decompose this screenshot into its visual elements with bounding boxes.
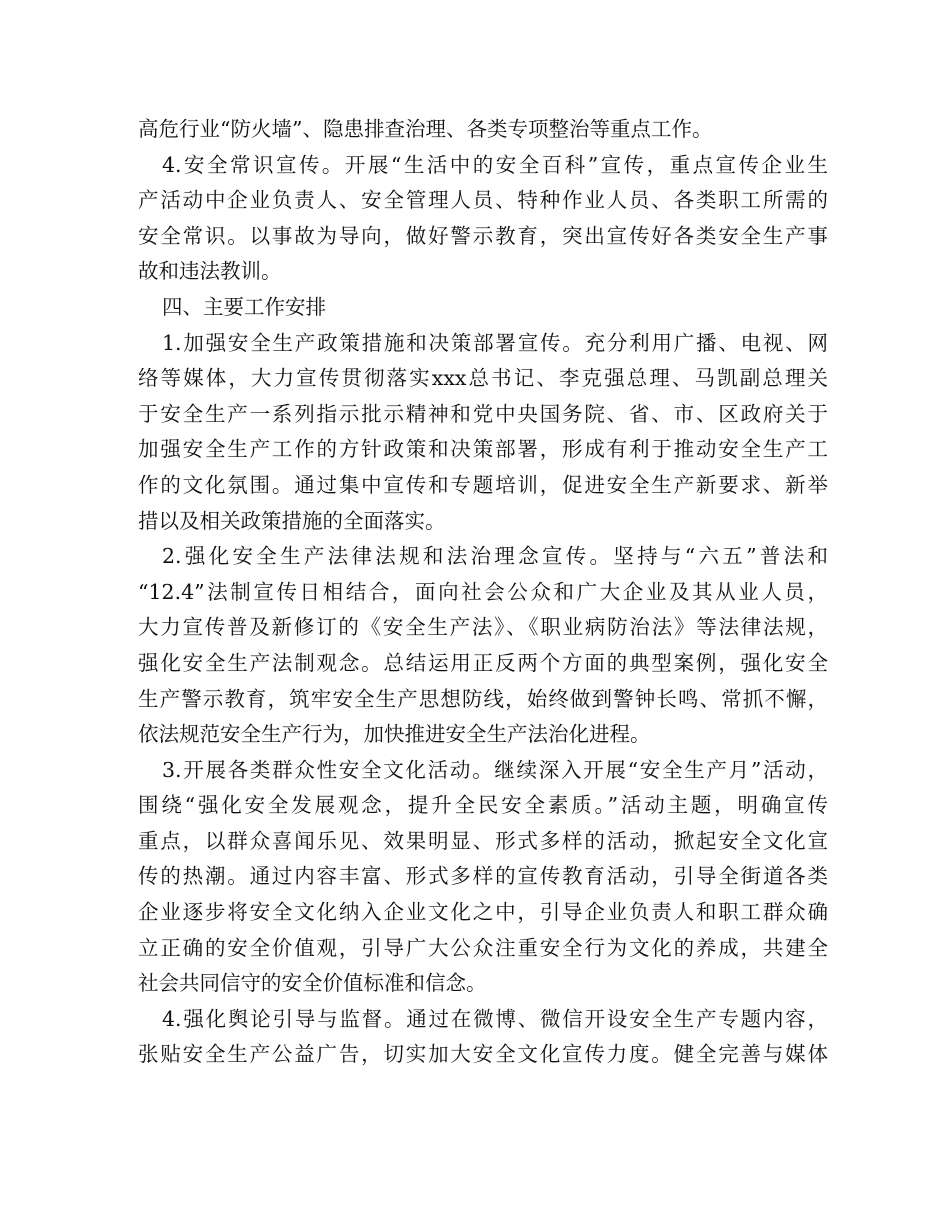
text-line: 4.强化舆论引导与监督。通过在微博、微信开设安全生产专题内容， (162, 1006, 828, 1031)
text-line: 络等媒体，大力宣传贯彻落实xxx总书记、李克强总理、马凯副总理关 (138, 366, 828, 391)
text-line: 故和违法教训。 (138, 259, 282, 284)
text-line: 加强安全生产工作的方针政策和决策部署，形成有利于推动安全生产工 (138, 437, 828, 462)
document-body (138, 112, 828, 1073)
text-line: 产活动中企业负责人、安全管理人员、特种作业人员、各类职工所需的 (138, 188, 828, 213)
text-line: 四、主要工作安排 (162, 294, 326, 319)
text-line: 企业逐步将安全文化纳入企业文化之中，引导企业负责人和职工群众确 (138, 900, 828, 925)
text-line: 大力宣传普及新修订的《安全生产法》、《职业病防治法》等法律法规， (138, 615, 828, 640)
text-line: 强化安全生产法制观念。总结运用正反两个方面的典型案例，强化安全 (138, 650, 828, 675)
text-line: 1.加强安全生产政策措施和决策部署宣传。充分利用广播、电视、网 (162, 330, 828, 355)
text-line: 围绕“强化安全发展观念，提升全民安全素质。”活动主题，明确宣传 (138, 793, 828, 818)
text-line: 依法规范安全生产行为，加快推进安全生产法治化进程。 (138, 722, 651, 747)
text-line: 安全常识。以事故为导向，做好警示教育，突出宣传好各类安全生产事 (138, 223, 828, 248)
text-line: 生产警示教育，筑牢安全生产思想防线，始终做到警钟长鸣、常抓不懈， (138, 686, 828, 711)
text-line: 传的热潮。通过内容丰富、形式多样的宣传教育活动，引导全街道各类 (138, 864, 828, 889)
text-line: 立正确的安全价值观，引导广大公众注重安全行为文化的养成，共建全 (138, 935, 828, 960)
text-line: 4.安全常识宣传。开展“生活中的安全百科”宣传，重点宣传企业生 (162, 152, 828, 177)
text-line: 于安全生产一系列指示批示精神和党中央国务院、省、市、区政府关于 (138, 401, 828, 426)
text-line: 高危行业“防火墙”、隐患排查治理、各类专项整治等重点工作。 (138, 117, 713, 141)
text-line: 措以及相关政策措施的全面落实。 (138, 508, 446, 533)
text-line: 作的文化氛围。通过集中宣传和专题培训，促进安全生产新要求、新举 (138, 472, 828, 497)
text-line: 张贴安全生产公益广告，切实加大安全文化宣传力度。健全完善与媒体 (138, 1042, 828, 1067)
text-line: 社会共同信守的安全价值标准和信念。 (138, 971, 487, 996)
text-line: 重点，以群众喜闻乐见、效果明显、形式多样的活动，掀起安全文化宣 (138, 828, 828, 853)
text-line: 3.开展各类群众性安全文化活动。继续深入开展“安全生产月”活动， (162, 757, 828, 782)
text-line: “12.4”法制宣传日相结合，面向社会公众和广大企业及其从业人员， (138, 579, 828, 604)
text-line: 2.强化安全生产法律法规和法治理念宣传。坚持与“六五”普法和 (162, 544, 828, 569)
